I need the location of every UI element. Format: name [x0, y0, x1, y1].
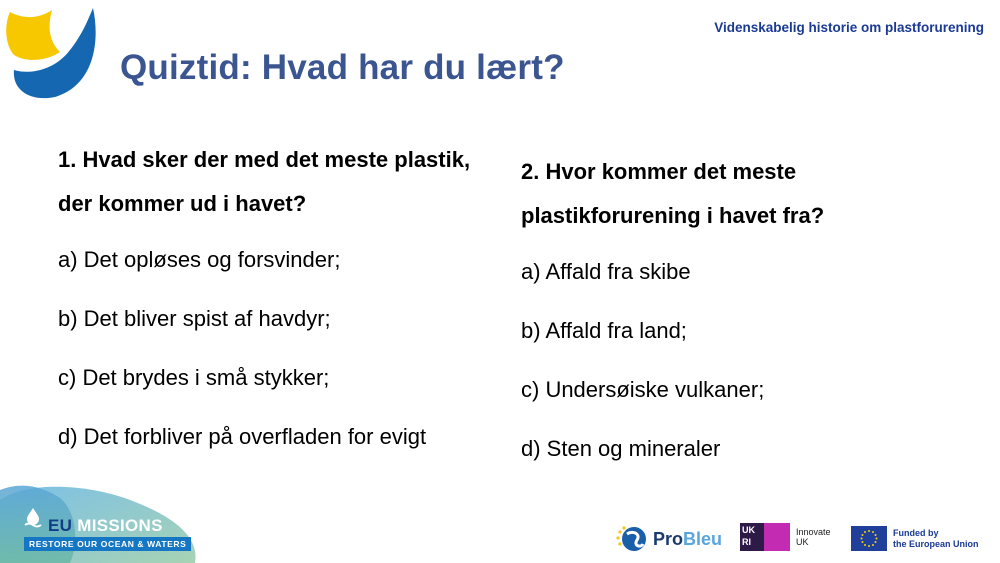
- project-logo-icon: [0, 0, 100, 100]
- eu-flag-icon: [851, 526, 887, 551]
- question-2-option-b: b) Affald fra land;: [521, 318, 687, 343]
- series-tag: Videnskabelig historie om plastforurening: [714, 20, 984, 35]
- question-2-option-c: c) Undersøiske vulkaner;: [521, 377, 765, 402]
- question-1-option-d: d) Det forbliver på overfladen for evigt: [58, 424, 427, 449]
- question-2: 2. Hvor kommer det meste plastikforurening i havet fra?: [521, 159, 825, 228]
- question-1-option-b: b) Det bliver spist af havdyr;: [58, 306, 331, 331]
- ukri-mark: UK RI: [740, 523, 764, 551]
- probleu-icon: [615, 524, 649, 554]
- question-2-option-a: a) Affald fra skibe: [521, 259, 691, 284]
- ukri-pink-block: [764, 523, 790, 551]
- eu-funding-logo: Funded by the European Union: [851, 526, 979, 551]
- eu-missions-subtitle: RESTORE OUR OCEAN & WATERS: [24, 537, 191, 551]
- question-2-option-d: d) Sten og mineraler: [521, 436, 721, 461]
- question-2-block: [521, 150, 941, 486]
- question-1-option-a: a) Det opløses og forsvinder;: [58, 247, 341, 272]
- probleu-logo: ProBleu: [615, 524, 722, 554]
- question-1: 1. Hvad sker der med det meste plastik, der kommer ud i havet?: [58, 147, 471, 216]
- question-1-option-c: c) Det brydes i små stykker;: [58, 365, 330, 390]
- question-1-block: [58, 138, 478, 474]
- page-title: Quiztid: Hvad har du lært?: [120, 48, 565, 87]
- innovate-uk-logo: UK RI Innovate UK: [740, 523, 831, 551]
- water-drop-icon: [24, 507, 42, 529]
- eu-missions-logo: EU MISSIONS: [48, 516, 163, 535]
